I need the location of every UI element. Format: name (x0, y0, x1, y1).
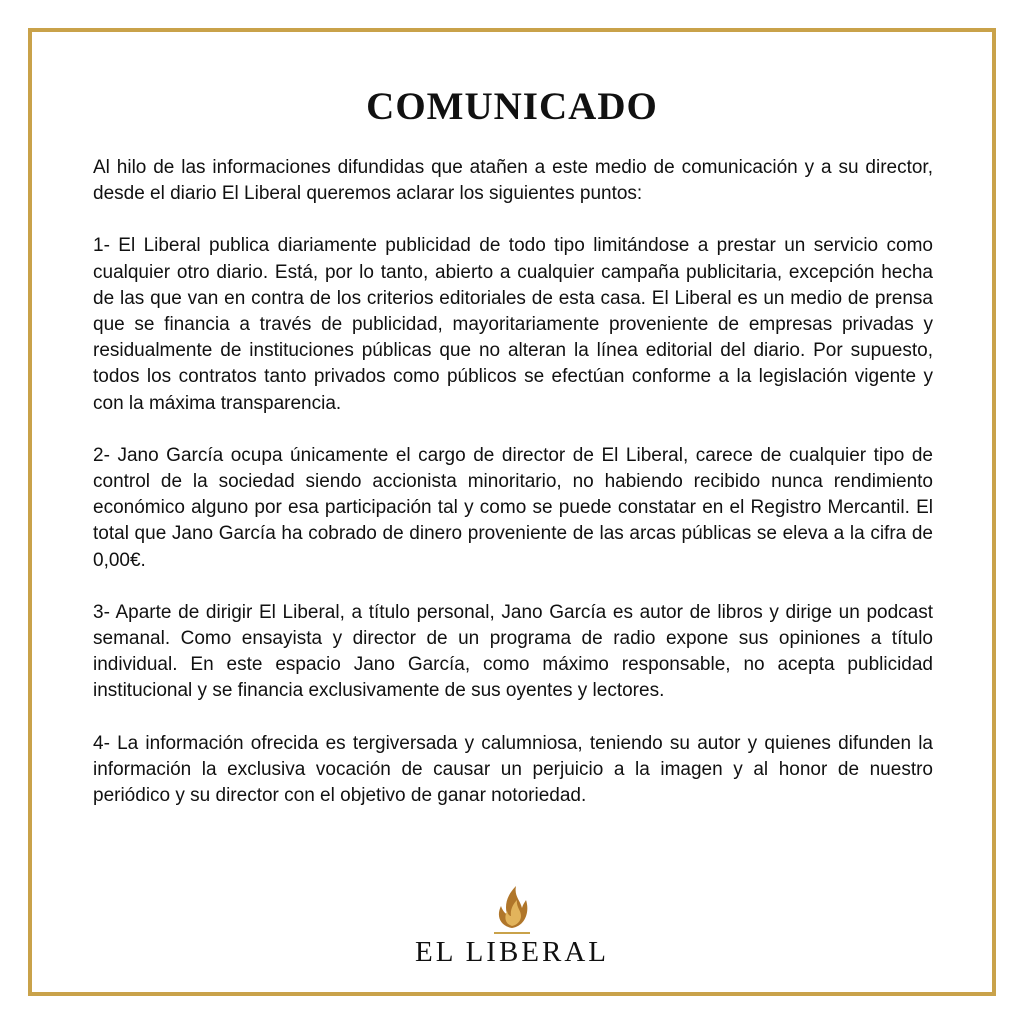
statement-body (93, 155, 933, 835)
flame-icon (492, 884, 532, 930)
el-liberal-logo (0, 884, 1024, 969)
point-1-paragraph: 1- El Liberal publica diariamente publicidad de todo tipo limitándose a prestar un servicio como cualquier otro diario. Está, por lo tanto, abierto a cualquier campaña publicitaria, excepción hecha de las que van en contra de los criterios editoriales de esta casa. El Liberal es un medio de prensa que se financia a través de publicidad, mayoritariamente proveniente de empresas privadas y residualmente de instituciones públicas que no alteran la línea editorial del diario. Por supuesto, todos los contratos tanto privados como públicos se efectúan conforme a la legislación vigente y con la máxima transparencia. (93, 235, 933, 414)
brand-divider (494, 932, 530, 934)
page-title: COMUNICADO (366, 85, 658, 128)
point-3-paragraph: 3- Aparte de dirigir El Liberal, a título personal, Jano García es autor de libros y dirige un podcast semanal. Como ensayista y director de un programa de radio expone sus opiniones a título individual. En este espacio Jano García, como máximo responsable, no acepta publicidad institucional y se financia exclusivamente de sus oyentes y lectores. (93, 601, 933, 702)
intro-paragraph: Al hilo de las informaciones difundidas que atañen a este medio de comunicación y a su director, desde el diario El Liberal queremos aclarar los siguientes puntos: (93, 157, 933, 205)
point-4-paragraph: 4- La información ofrecida es tergiversada y calumniosa, teniendo su autor y quienes difunden la información la exclusiva vocación de causar un perjuicio a la imagen y al honor de nuestro periódico y su director con el objetivo de ganar notoriedad. (93, 732, 933, 807)
brand-name (415, 936, 609, 969)
brand-text: EL LIBERAL (414, 936, 610, 968)
point-2-paragraph: 2- Jano García ocupa únicamente el cargo de director de El Liberal, carece de cualquier tipo de control de la sociedad siendo accionista minoritario, no habiendo recibido nunca rendimiento económico alguno por esa participación tal y como se puede constatar en el Registro Mercantil. El total que Jano García ha cobrado de dinero proveniente de las arcas públicas se eleva a la cifra de 0,00€. (93, 444, 933, 571)
